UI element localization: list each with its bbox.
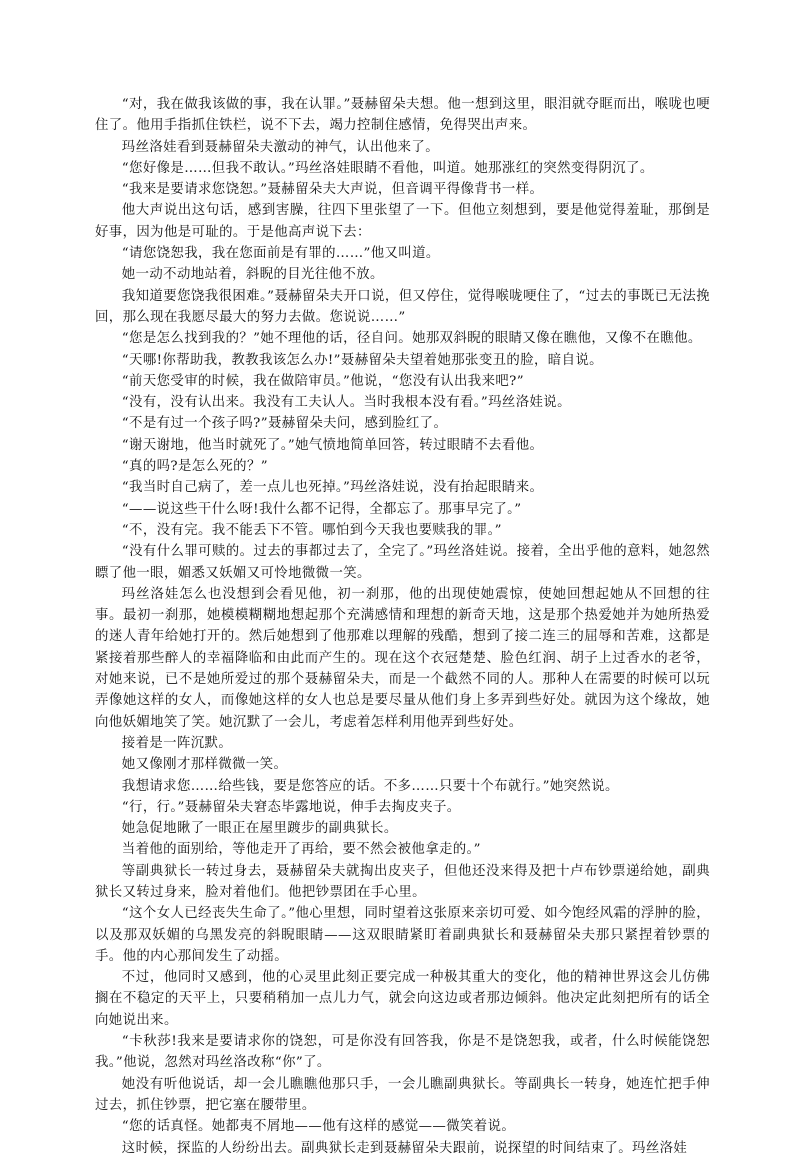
paragraph: “行，行。”聂赫留朵夫窘态毕露地说，伸手去掏皮夹子。 <box>121 799 461 815</box>
paragraph: 我想请求您……给些钱，要是您答应的话。不多……只要十个布就行。”她突然说。 <box>121 778 619 794</box>
paragraph: “没有什么罪可赎的。过去的事都过去了，全完了。”玛丝洛娃说。接着，全出乎他的意料，她忽然瞟了他一眼，媚悉又妖媚又可怜地微微一笑。 <box>95 544 710 581</box>
paragraph: “前天您受审的时候，我在做陪审员。”他说，“您没有认出我来吧?” <box>121 373 525 389</box>
paragraph: 我知道要您饶我很困难。”聂赫留朵夫开口说，但又停住，觉得喉咙哽住了，“过去的事既已无法挽回，那么现在我愿尽最大的努力去做。您说说……” <box>95 288 710 325</box>
paragraph: “真的吗?是怎么死的？” <box>121 459 268 475</box>
paragraph: “不是有过一个孩子吗?”聂赫留朵夫问，感到脸红了。 <box>121 416 448 432</box>
paragraph: 玛丝洛娃看到聂赫留朵夫激动的神气，认出他来了。 <box>121 139 439 155</box>
paragraph: “——说这些干什么呀!我什么都不记得，全都忘了。那事早完了。” <box>121 501 522 517</box>
paragraph: “您好像是……但我不敢认。”玛丝洛娃眼睛不看他，叫道。她那涨红的突然变得阴沉了。 <box>121 160 654 176</box>
paragraph: 当着他的面别给，等他走开了再给，要不然会被他拿走的。” <box>121 842 481 858</box>
paragraph: “卡秋莎!我来是要请求你的饶恕，可是你没有回答我，你是不是饶恕我，或者，什么时候能饶恕我。”他说，忽然对玛丝洛改称“你”了。 <box>95 1034 710 1071</box>
paragraph: 他大声说出这句话，感到害臊，往四下里张望了一下。但他立刻想到，要是他觉得羞耻，那倒是好事，因为他是可耻的。于是他高声说下去： <box>95 203 710 240</box>
paragraph: 她急促地瞅了一眼正在屋里踱步的副典狱长。 <box>121 821 398 837</box>
paragraph: “我来是要请求您饶恕。”聂赫留朵夫大声说，但音调平得像背书一样。 <box>121 182 544 198</box>
body-text <box>95 94 710 1159</box>
paragraph: “您是怎么找到我的？”她不理他的话，径自问。她那双斜睨的眼睛又像在瞧他，又像不在瞧他。 <box>121 331 702 347</box>
paragraph: “天哪!你帮助我，教教我该怎么办!”聂赫留朵夫望着她那张变丑的脸，暗自说。 <box>121 352 603 368</box>
paragraph: “我当时自己病了，差一点儿也死掉。”玛丝洛娃说，没有抬起眼睛来。 <box>121 480 544 496</box>
paragraph: 她没有听他说话，却一会儿瞧瞧他那只手，一会儿瞧副典狱长。等副典长一转身，她连忙把手伸过去，抓住钞票，把它塞在腰带里。 <box>95 1076 710 1113</box>
paragraph: 玛丝洛娃怎么也没想到会看见他，初一刹那，他的出现使她震惊，使她回想起她从不回想的往事。最初一刹那，她模模糊糊地想起那个充满感情和理想的新奇天地，这是那个热爱她并为她所热爱的迷人青年给她打开的。然后她想到了他那难以理解的残酷，想到了接二连三的屈辱和苦难，这都是紧接着那些醉人的幸福降临和由此而产生的。现在这个衣冠楚楚、脸色红润、胡子上过香水的老爷，对她来说，已不是她所爱过的那个聂赫留朵夫，而是一个截然不同的人。那种人在需要的时候可以玩弄像她这样的女人，而像她这样的女人也总是要尽量从他们身上多弄到些好处。就因为这个缘故，她向他妖媚地笑了笑。她沉默了一会儿，考虑着怎样利用他弄到些好处。 <box>95 586 710 730</box>
paragraph: 接着是一阵沉默。 <box>121 735 233 751</box>
paragraph: 等副典狱长一转过身去，聂赫留朵夫就掏出皮夹子，但他还没来得及把十卢布钞票递给她，副典狱长又转过身来，脸对着他们。他把钞票团在手心里。 <box>95 863 710 900</box>
paragraph: “不，没有完。我不能丢下不管。哪怕到今天我也要赎我的罪。” <box>121 522 502 538</box>
paragraph: 这时候，探监的人纷纷出去。副典狱长走到聂赫留朵夫跟前，说探望的时间结束了。玛丝洛娃 <box>121 1140 688 1156</box>
paragraph: “您的话真怪。她都夷不屑地——他有这样的感觉——微笑着说。 <box>121 1119 516 1135</box>
paragraph: “没有，没有认出来。我没有工夫认人。当时我根本没有看。”玛丝洛娃说。 <box>121 395 571 411</box>
paragraph: 她又像刚才那样微微一笑。 <box>121 757 288 773</box>
paragraph: “对，我在做我该做的事，我在认罪。”聂赫留朵夫想。他一想到这里，眼泪就夺眶而出，喉咙也哽住了。他用手指抓住铁栏，说不下去，竭力控制住感情，免得哭出声来。 <box>95 97 710 134</box>
paragraph: “谢天谢地，他当时就死了。”她气愤地简单回答，转过眼睛不去看他。 <box>121 437 544 453</box>
paragraph: 她一动不动地站着，斜睨的目光往他不放。 <box>121 267 384 283</box>
paragraph: 不过，他同时又感到，他的心灵里此刻正要完成一种极其重大的变化，他的精神世界这会儿仿佛搁在不稳定的天平上，只要稍稍加一点儿力气，就会向这边或者那边倾斜。他决定此刻把所有的话全向她说出来。 <box>95 970 710 1028</box>
paragraph: “这个女人已经丧失生命了。”他心里想，同时望着这张原来亲切可爱、如今饱经风霜的浮肿的脸，以及那双妖媚的乌黑发亮的斜睨眼睛——这双眼睛紧盯着副典狱长和聂赫留朵夫那只紧捏着钞票的手。他的内心那间发生了动摇。 <box>95 906 710 964</box>
paragraph: “请您饶恕我，我在您面前是有罪的……”他又叫道。 <box>121 246 440 262</box>
